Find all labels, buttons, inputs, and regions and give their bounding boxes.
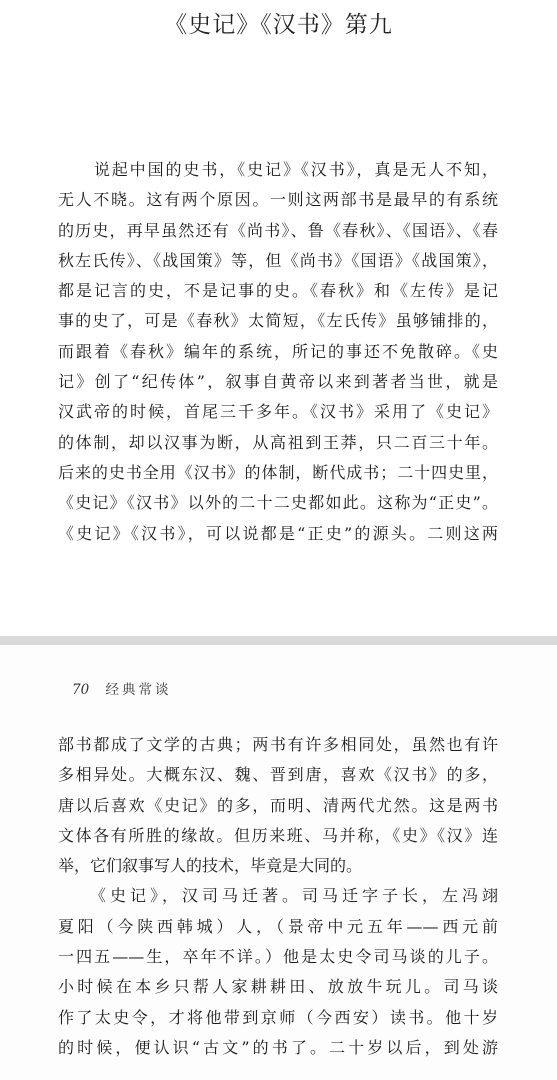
text-line: 无人不晓。这有两个原因。一则这两部书是最早的有系统 <box>58 190 498 210</box>
text-line: 汉武帝的时候，首尾三千多年。《汉书》采用了《史记》 <box>58 402 498 422</box>
bottom-page-body <box>58 730 498 1063</box>
text-line: 多相异处。大概东汉、魏、晋到唐，喜欢《汉书》的多， <box>58 765 498 785</box>
text-line: 《史记》《汉书》，可以说都是“正史”的源头。二则这两 <box>58 523 498 543</box>
bottom-page <box>0 645 557 1080</box>
text-line: 《史记》《汉书》以外的二十二史都如此。这称为“正史”。 <box>58 493 498 513</box>
text-line: 记》创了“纪传体”，叙事自黄帝以来到著者当世，就是 <box>58 372 498 392</box>
text-line: 说起中国的史书，《史记》《汉书》，真是无人不知， <box>58 160 498 179</box>
text-line: 举，它们叙事写人的技术，毕竟是大同的。 <box>58 856 363 876</box>
chapter-title: 《史记》《汉书》第九 <box>164 12 393 38</box>
book-title: 经典常谈 <box>105 682 172 698</box>
page-number: 70 <box>72 682 90 698</box>
top-page-body <box>58 155 498 549</box>
text-line: 的时候，便认识“古文”的书了。二十岁以后，到处游 <box>58 1037 498 1057</box>
text-line: 的历史，再早虽然还有《尚书》、鲁《春秋》、《国语》、《春 <box>58 220 498 240</box>
text-line: 事的史了，可是《春秋》太简短，《左氏传》虽够铺排的， <box>58 311 498 331</box>
text-line: 夏阳（今陕西韩城）人，（景帝中元五年——西元前 <box>58 916 498 936</box>
running-header <box>72 678 171 698</box>
text-line: 而跟着《春秋》编年的系统，所记的事还不免散碎。《史 <box>58 341 498 361</box>
text-line: 部书都成了文学的古典；两书有许多相同处，虽然也有许 <box>58 735 498 754</box>
text-line: 后来的史书全用《汉书》的体制，断代成书；二十四史里， <box>58 462 498 482</box>
text-line: 《史记》，汉司马迁著。司马迁字子长，左冯翊 <box>58 886 498 906</box>
text-line: 小时候在本乡只帮人家耕耕田、放放牛玩儿。司马谈 <box>58 977 498 997</box>
text-line: 文体各有所胜的缘故。但历来班、马并称，《史》《汉》连 <box>58 825 498 845</box>
text-line: 秋左氏传》、《战国策》等，但《尚书》《国语》《战国策》， <box>58 250 498 270</box>
text-line: 的体制，却以汉事为断，从高祖到王莽，只二百三十年。 <box>58 432 498 452</box>
text-line: 作了太史令，才将他带到京师（今西安）读书。他十岁 <box>58 1007 498 1027</box>
text-line: 唐以后喜欢《史记》的多，而明、清两代尤然。这是两书 <box>58 795 498 815</box>
text-line: 一四五——生，卒年不详。）他是太史令司马谈的儿子。 <box>58 947 498 967</box>
text-line: 都是记言的史，不是记事的史。《春秋》和《左传》是记 <box>58 281 498 301</box>
page-separator <box>0 636 557 645</box>
